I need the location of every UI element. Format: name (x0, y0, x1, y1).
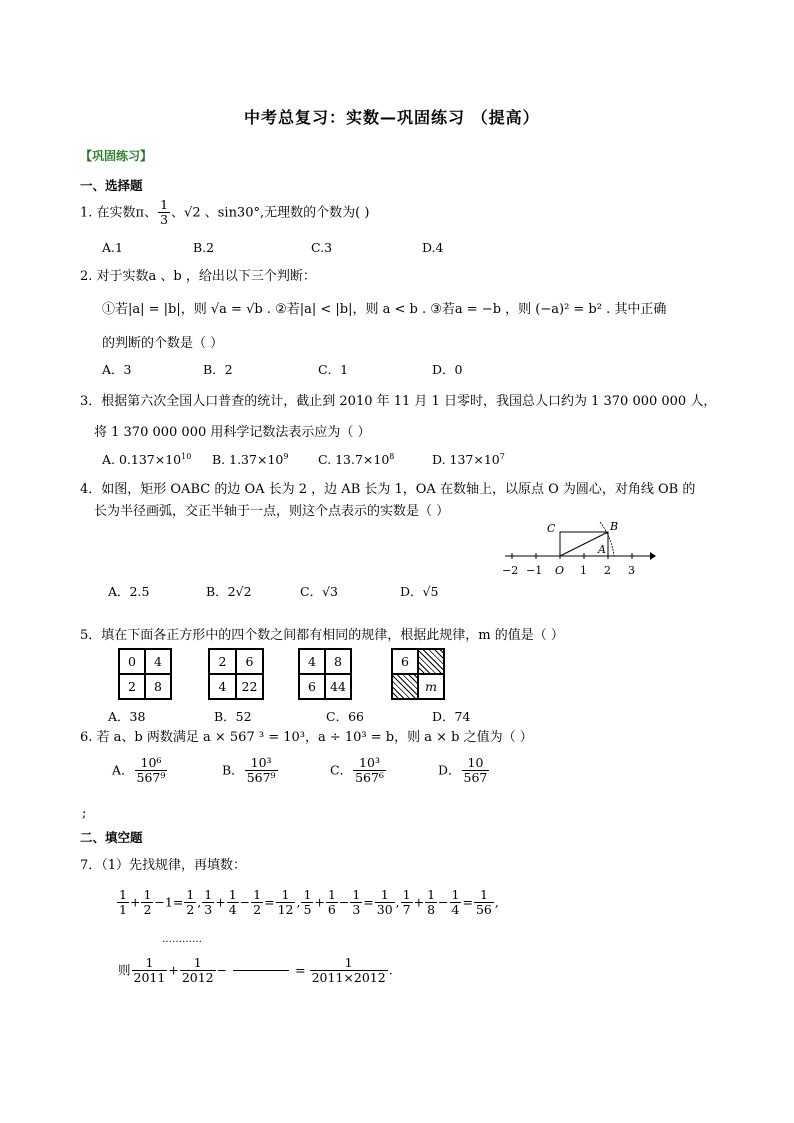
point-label-c: C (547, 522, 556, 535)
square-1-cell: 0 (119, 649, 145, 674)
section-tag: 【巩固练习】 (80, 149, 153, 163)
q6-option-d: D． $\frac{10}{567}$ (438, 755, 488, 786)
q1-prefix: 1. 在实数π、 (80, 205, 158, 221)
square-4-cell-m: m (418, 674, 444, 699)
square-2-cell: 6 (236, 649, 263, 674)
square-2-cell: 2 (209, 649, 236, 674)
q4-option-a: A．2.5 (108, 584, 150, 599)
square-3-cell: 4 (299, 649, 325, 674)
stray-semicolon: ; (82, 806, 87, 821)
q3-option-c: C. $13.7\times 10^8$ (318, 452, 395, 468)
q2-option-a: A．3 (102, 362, 132, 377)
axis-label-neg1: −1 (526, 564, 543, 577)
hatched-cell (392, 674, 418, 699)
q4-option-b: B．2√2 (206, 584, 252, 599)
q1-suffix: 、√2 、sin30°,无理数的个数为( ) (171, 205, 370, 221)
q5-option-b: B．52 (214, 709, 252, 724)
q1-option-b: B.2 (193, 240, 215, 255)
section-heading-fill: 二、填空题 (80, 830, 143, 845)
question-1 (80, 198, 369, 228)
question-3-line1: 3．根据第六次全国人口普查的统计，截止到 2010 年 11 月 1 日零时，我国总人口约为 1 370 000 000 人， (80, 394, 717, 409)
square-4-cell: 6 (392, 649, 418, 674)
final-equation: 则 $\frac{1}{2011}$ + $\frac{1}{2012}$ − = $\frac{1}{2011\times 2012}$ . (118, 955, 393, 986)
q5-option-a: A．38 (108, 709, 146, 724)
square-2-cell: 22 (236, 674, 263, 699)
q5-option-c: C．66 (326, 709, 364, 724)
axis-label-neg2: −2 (502, 564, 519, 577)
q1-fraction: $\frac{1}{3}$ (160, 197, 169, 228)
pattern-sequence: $\frac{1}{1}$ + $\frac{1}{2}$ −1= $\frac{1}{2}$ , $\frac{1}{3}$ + $\frac{1}{4}$ − $\frac{1}{2}$ = $\frac{1}{12}$ , $\frac{1}{5}$ + $\frac{1}{6}$ − $\frac{1}{3}$ = $\frac{1}{30}$ , $\frac{1}{7}$ + $\frac{1}{8}$ − $\frac{1}{4}$ = $\frac{1}{56}$ , (119, 887, 499, 918)
question-6-stem: 6. 若 a、b 两数满足 a × 567 ³ = 10³，a ÷ 10³ = b，则 a × b 之值为（ ） (80, 730, 533, 745)
q2-option-b: B．2 (203, 362, 233, 377)
axis-label-1: 1 (580, 564, 587, 577)
square-2-cell: 4 (209, 674, 236, 699)
square-1-cell: 2 (119, 674, 145, 699)
ellipsis: ………… (162, 934, 202, 945)
q3-option-b: B. $1.37\times 10^9$ (212, 452, 289, 468)
point-label-b: B (610, 520, 619, 533)
q1-option-d: D.4 (422, 240, 444, 255)
question-2-stem: 2. 对于实数a 、b ，给出以下三个判断： (80, 269, 316, 284)
question-3-line2: 将 1 370 000 000 用科学记数法表示应为（ ） (94, 425, 371, 440)
q3-option-a: A. $0.137\times 10^{10}$ (102, 452, 192, 468)
q2-option-c: C．1 (318, 362, 349, 377)
square-3-cell: 8 (325, 649, 351, 674)
square-4 (391, 648, 445, 700)
q1-option-c: C.3 (311, 240, 333, 255)
q2-option-d: D．0 (432, 362, 463, 377)
axis-label-3: 3 (628, 564, 635, 577)
question-2-line3: 的判断的个数是（ ） (102, 336, 224, 351)
point-label-a: A (598, 543, 606, 556)
answer-blank[interactable] (233, 970, 289, 971)
page-title: 中考总复习：实数—巩固练习 （提高） (244, 108, 540, 127)
section-heading-choice: 一、选择题 (80, 178, 143, 193)
q4-option-d: D．√5 (400, 584, 439, 599)
q6-option-b: B． $\frac{\text{10³}}{\text{567⁹}}$ (222, 755, 276, 786)
question-4-line2: 长为半径画弧，交正半轴于一点，则这个点表示的实数是（ ） (94, 504, 450, 519)
question-2-line2: ①若|a| = |b|，则 √a = √b . ②若|a| < |b|，则 a < b . ③若a = −b ，则 (−a)² = b² . 其中正确 (102, 302, 667, 317)
question-4-line1: 4．如图，矩形 OABC 的边 OA 长为 2 ，边 AB 长为 1，OA 在数轴上，以原点 O 为圆心，对角线 OB 的 (80, 482, 696, 497)
square-1 (118, 648, 172, 700)
q3-option-d: D. $137\times 10^7$ (432, 452, 505, 468)
q6-option-c: C． $\frac{\text{10³}}{\text{567⁶}}$ (330, 755, 384, 786)
square-3-cell: 44 (325, 674, 351, 699)
square-3 (298, 648, 352, 700)
axis-label-origin: O (555, 564, 565, 577)
square-1-cell: 8 (145, 674, 171, 699)
number-line-figure (500, 514, 660, 580)
square-2 (208, 648, 264, 700)
question-5-stem: 5．填在下面各正方形中的四个数之间都有相同的规律，根据此规律，m 的值是（ ） (80, 628, 564, 643)
square-1-cell: 4 (145, 649, 171, 674)
q6-option-a: A． $\frac{\text{10⁶}}{\text{567⁹}}$ (112, 755, 166, 786)
question-7-stem: 7．（1）先找规律，再填数： (80, 858, 247, 873)
axis-label-2: 2 (604, 564, 611, 577)
square-3-cell: 6 (299, 674, 325, 699)
q5-option-d: D．74 (432, 709, 471, 724)
q1-option-a: A.1 (102, 240, 123, 255)
hatched-cell (418, 649, 444, 674)
q4-option-c: C．√3 (300, 584, 338, 599)
